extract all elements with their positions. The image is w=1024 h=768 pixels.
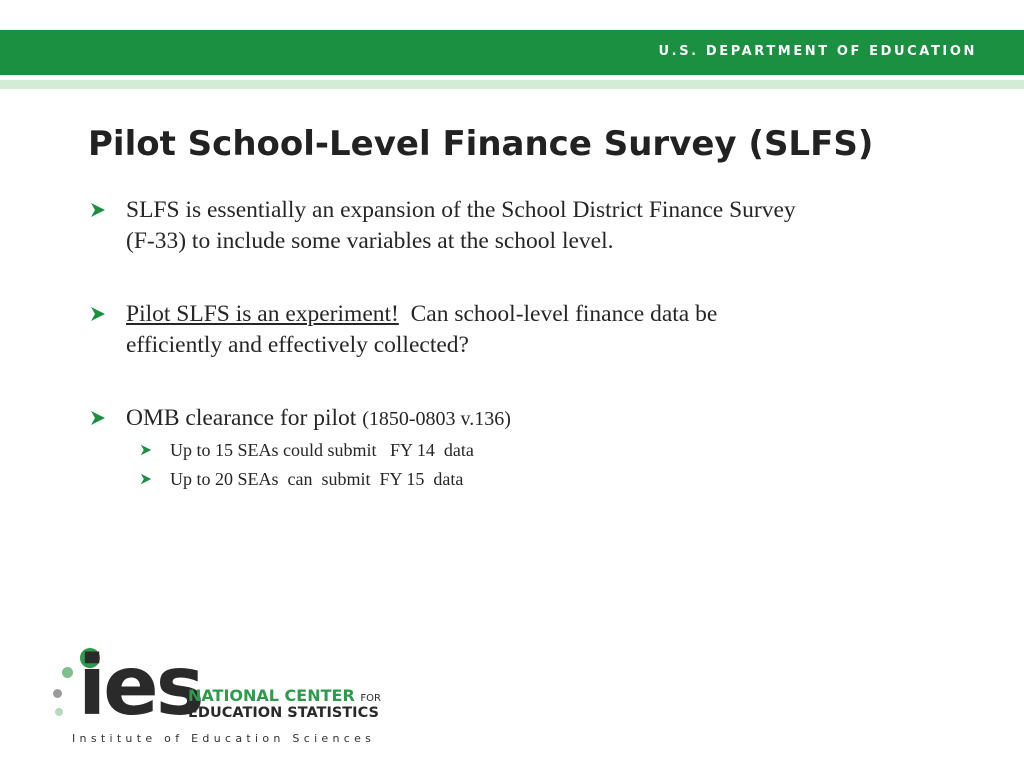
subbullet-2: Up to 20 SEAs can submit FY 15 data — [170, 469, 464, 489]
logo-line-2: EDUCATION STATISTICS — [188, 705, 379, 721]
bullet-3-line-1 — [126, 403, 511, 435]
slide-title: Pilot School-Level Finance Survey (SLFS) — [88, 124, 874, 164]
arrow-bullet-icon — [90, 306, 106, 322]
header-stripe — [0, 80, 1024, 89]
bullet-1-line-1: SLFS is essentially an expansion of the School District Finance Survey — [126, 197, 796, 223]
arrow-subbullet-icon — [140, 473, 152, 485]
logo-tagline: Institute of Education Sciences — [72, 732, 376, 745]
logo-dot-medium — [53, 689, 62, 698]
logo-dot-medium — [62, 667, 73, 678]
logo-line-1-small: FOR — [360, 693, 381, 704]
agency-name: U.S. DEPARTMENT OF EDUCATION — [658, 44, 977, 59]
bullet-2-line-1 — [126, 299, 717, 330]
logo-dot-small — [55, 708, 63, 716]
bullet-1-line-2: (F-33) to include some variables at the school level. — [126, 228, 614, 254]
bullet-3-text: OMB clearance for pilot — [126, 405, 357, 431]
bullet-3-paren: (1850-0803 v.136) — [362, 408, 511, 430]
arrow-bullet-icon — [90, 202, 106, 218]
subbullet-1: Up to 15 SEAs could submit FY 14 data — [170, 440, 474, 460]
bullet-2-line-2: efficiently and effectively collected? — [126, 332, 469, 358]
arrow-bullet-icon — [90, 410, 106, 426]
bullet-2-rest: Can school-level finance data be — [398, 301, 718, 327]
experiment-emphasis: Pilot SLFS is an experiment! — [126, 301, 399, 327]
arrow-subbullet-icon — [140, 444, 152, 456]
logo-line-1-text: NATIONAL CENTER — [188, 686, 355, 705]
logo-wordmark: ies — [78, 639, 202, 734]
